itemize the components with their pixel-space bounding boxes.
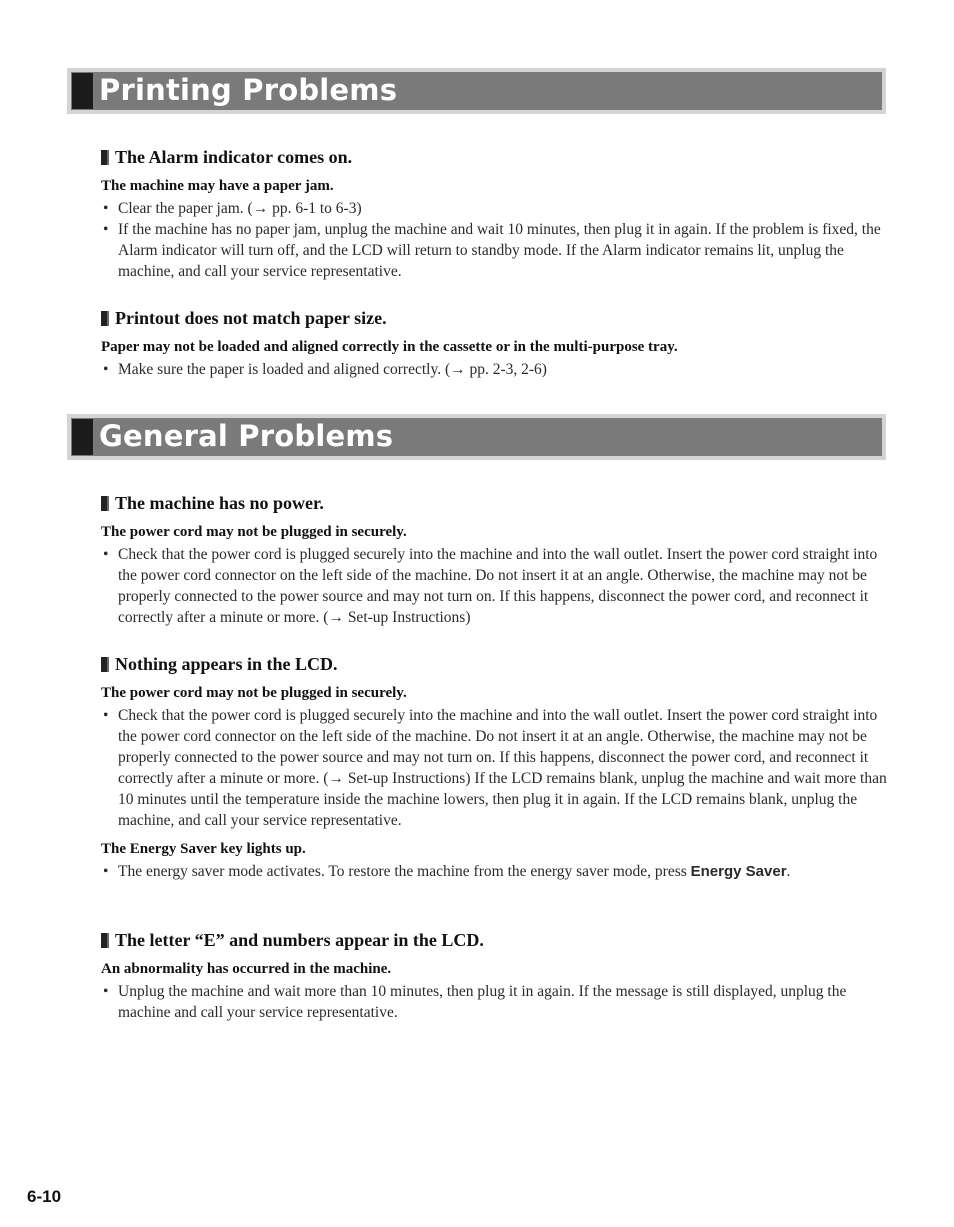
problem-heading-text: The letter “E” and numbers appear in the LCD. bbox=[115, 930, 484, 950]
solution-list bbox=[101, 359, 891, 380]
problem-cause: Paper may not be loaded and aligned correctly in the cassette or in the multi-purpose tray. bbox=[101, 339, 678, 355]
solution-list bbox=[101, 198, 891, 282]
solution-list bbox=[101, 705, 891, 831]
heading-bullet-icon bbox=[101, 496, 109, 511]
solution-item: • If the machine has no paper jam, unplug the machine and wait 10 minutes, then plug it in again. If the problem is fixed, the Alarm indicator will turn off, and the LCD will return to standby mode. If the Alarm indicator remains lit, unplug the machine, and call your service representative. bbox=[101, 219, 891, 282]
problem-no-power bbox=[101, 493, 891, 628]
heading-bullet-icon bbox=[101, 150, 109, 165]
solution-list bbox=[101, 544, 891, 628]
section-header-printing-problems bbox=[67, 68, 886, 114]
section-title: General Problems bbox=[99, 419, 394, 453]
solution-text: The energy saver mode activates. To restore the machine from the energy saver mode, press bbox=[118, 863, 691, 880]
problem-cause: The power cord may not be plugged in securely. bbox=[101, 524, 407, 540]
problem-heading bbox=[101, 654, 891, 674]
problem-heading bbox=[101, 493, 891, 513]
problem-cause: The Energy Saver key lights up. bbox=[101, 841, 306, 857]
problem-heading bbox=[101, 308, 891, 328]
solution-list bbox=[101, 861, 891, 882]
problem-heading-text: Nothing appears in the LCD. bbox=[115, 654, 338, 674]
solution-list bbox=[101, 981, 891, 1023]
problem-heading bbox=[101, 147, 891, 167]
section-marker bbox=[72, 419, 93, 455]
problem-cause: The machine may have a paper jam. bbox=[101, 178, 334, 194]
heading-bullet-icon bbox=[101, 311, 109, 326]
problem-heading-text: The machine has no power. bbox=[115, 493, 324, 513]
heading-bullet-icon bbox=[101, 657, 109, 672]
energy-saver-key-label: Energy Saver bbox=[690, 863, 787, 880]
solution-item: • Clear the paper jam. (→ pp. 6-1 to 6-3) bbox=[101, 198, 891, 219]
solution-text: . bbox=[786, 863, 791, 880]
problem-error-letter-e bbox=[101, 930, 891, 1023]
problem-cause: An abnormality has occurred in the machine. bbox=[101, 961, 392, 977]
solution-item: • Unplug the machine and wait more than 10 minutes, then plug it in again. If the message is still displayed, unplug the machine and call your service representative. bbox=[101, 981, 891, 1023]
problem-cause: The power cord may not be plugged in securely. bbox=[101, 685, 407, 701]
problem-paper-size bbox=[101, 308, 891, 380]
page-number: 6-10 bbox=[27, 1187, 62, 1206]
section-title: Printing Problems bbox=[99, 73, 398, 107]
problem-heading-text: The Alarm indicator comes on. bbox=[115, 147, 353, 167]
solution-item: • Check that the power cord is plugged securely into the machine and into the wall outlet. Insert the power cord straight into the power cord connector on the left side of the machine. Do not insert it at an angle. Otherwise, the machine may not be properly connected to the power source and may not turn on. If this happens, disconnect the power cord, and reconnect it correctly after a minute or more. (→ Set-up Instructions) bbox=[101, 544, 891, 628]
solution-item: • Check that the power cord is plugged securely into the machine and into the wall outlet. Insert the power cord straight into the power cord connector on the left side of the machine. Do not insert it at an angle. Otherwise, the machine may not be properly connected to the power source and may not turn on. If this happens, disconnect the power cord, and reconnect it correctly after a minute or more. (→ Set-up Instructions) If the LCD remains blank, unplug the machine and wait more than 10 minutes until the temperature inside the machine lowers, then plug it in again. If the LCD remains blank, unplug the machine, and call your service representative. bbox=[101, 705, 891, 831]
section-marker bbox=[72, 73, 93, 109]
problem-alarm-indicator bbox=[101, 147, 891, 282]
solution-item: • Make sure the paper is loaded and aligned correctly. (→ pp. 2-3, 2-6) bbox=[101, 359, 891, 380]
problem-heading bbox=[101, 930, 891, 950]
problem-nothing-in-lcd bbox=[101, 654, 891, 882]
problem-heading-text: Printout does not match paper size. bbox=[115, 308, 387, 328]
solution-item bbox=[101, 861, 891, 882]
section-header-general-problems bbox=[67, 414, 886, 460]
heading-bullet-icon bbox=[101, 933, 109, 948]
